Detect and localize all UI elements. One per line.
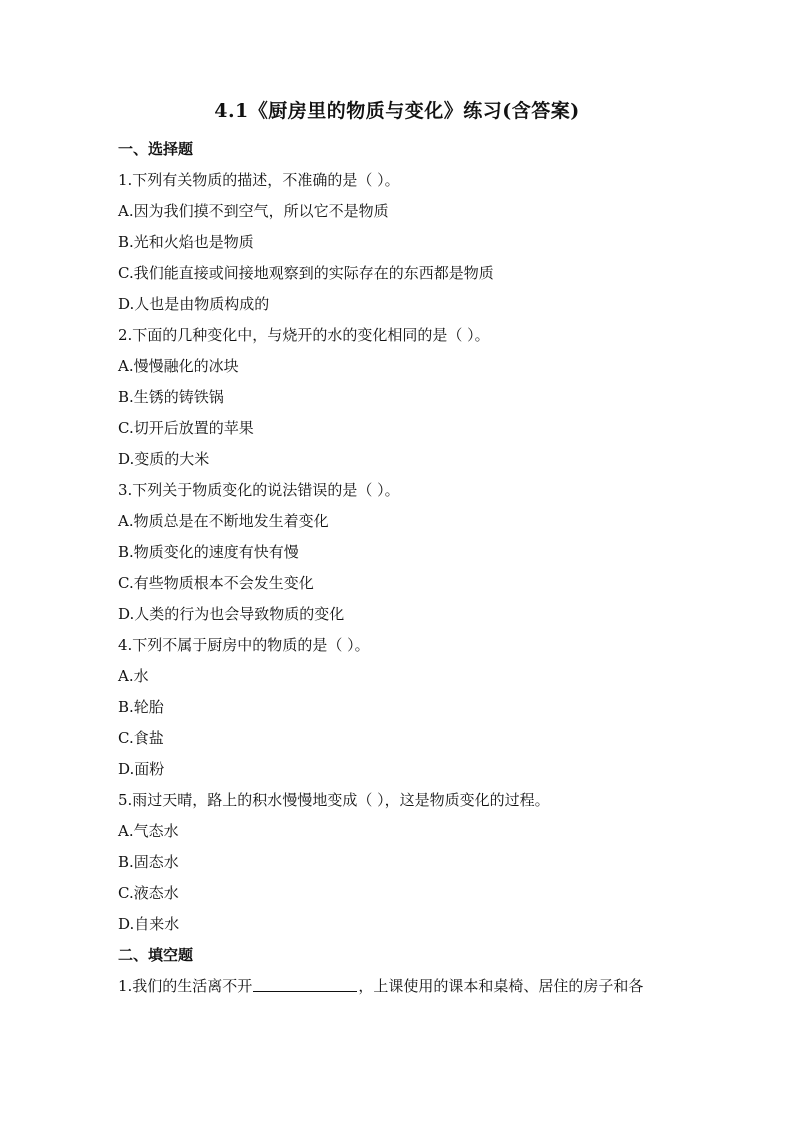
question-option: C.切开后放置的苹果 (118, 419, 254, 437)
section-heading-choice: 一、选择题 (118, 140, 194, 158)
question-block (118, 165, 688, 320)
question-option: A.物质总是在不断地发生着变化 (118, 512, 329, 530)
answer-blank[interactable] (253, 975, 357, 992)
question-option: D.面粉 (118, 760, 165, 778)
question-stem: 2.下面的几种变化中，与烧开的水的变化相同的是（ ）。 (118, 326, 490, 344)
document-content (118, 134, 688, 1002)
question-option: B.固态水 (118, 853, 179, 871)
section-heading-fill: 二、填空题 (118, 946, 194, 964)
fill-question-text-before: 1.我们的生活离不开 (118, 977, 253, 995)
question-option: D.人也是由物质构成的 (118, 295, 270, 313)
question-option: A.气态水 (118, 822, 179, 840)
question-block (118, 320, 688, 475)
question-option: D.变质的大米 (118, 450, 210, 468)
question-option: B.物质变化的速度有快有慢 (118, 543, 299, 561)
question-block (118, 785, 688, 940)
question-stem: 1.下列有关物质的描述，不准确的是（ ）。 (118, 171, 400, 189)
question-option: A.水 (118, 667, 149, 685)
question-option: C.食盐 (118, 729, 164, 747)
question-option: C.我们能直接或间接地观察到的实际存在的东西都是物质 (118, 264, 494, 282)
question-stem: 4.下列不属于厨房中的物质的是（ ）。 (118, 636, 370, 654)
question-option: D.自来水 (118, 915, 180, 933)
question-option: C.液态水 (118, 884, 179, 902)
fill-question-text-after: ，上课使用的课本和桌椅、居住的房子和各 (358, 977, 644, 995)
question-block (118, 475, 688, 630)
question-block (118, 630, 688, 785)
question-stem: 5.雨过天晴，路上的积水慢慢地变成（ ），这是物质变化的过程。 (118, 791, 550, 809)
question-stem: 3.下列关于物质变化的说法错误的是（ ）。 (118, 481, 400, 499)
fill-question (118, 971, 688, 1002)
question-option: C.有些物质根本不会发生变化 (118, 574, 314, 592)
question-option: B.生锈的铸铁锅 (118, 388, 224, 406)
question-option: A.因为我们摸不到空气，所以它不是物质 (118, 202, 389, 220)
question-option: B.光和火焰也是物质 (118, 233, 254, 251)
question-option: A.慢慢融化的冰块 (118, 357, 239, 375)
document-title: 4.1《厨房里的物质与变化》练习(含答案) (214, 100, 580, 122)
question-option: D.人类的行为也会导致物质的变化 (118, 605, 345, 623)
question-option: B.轮胎 (118, 698, 164, 716)
